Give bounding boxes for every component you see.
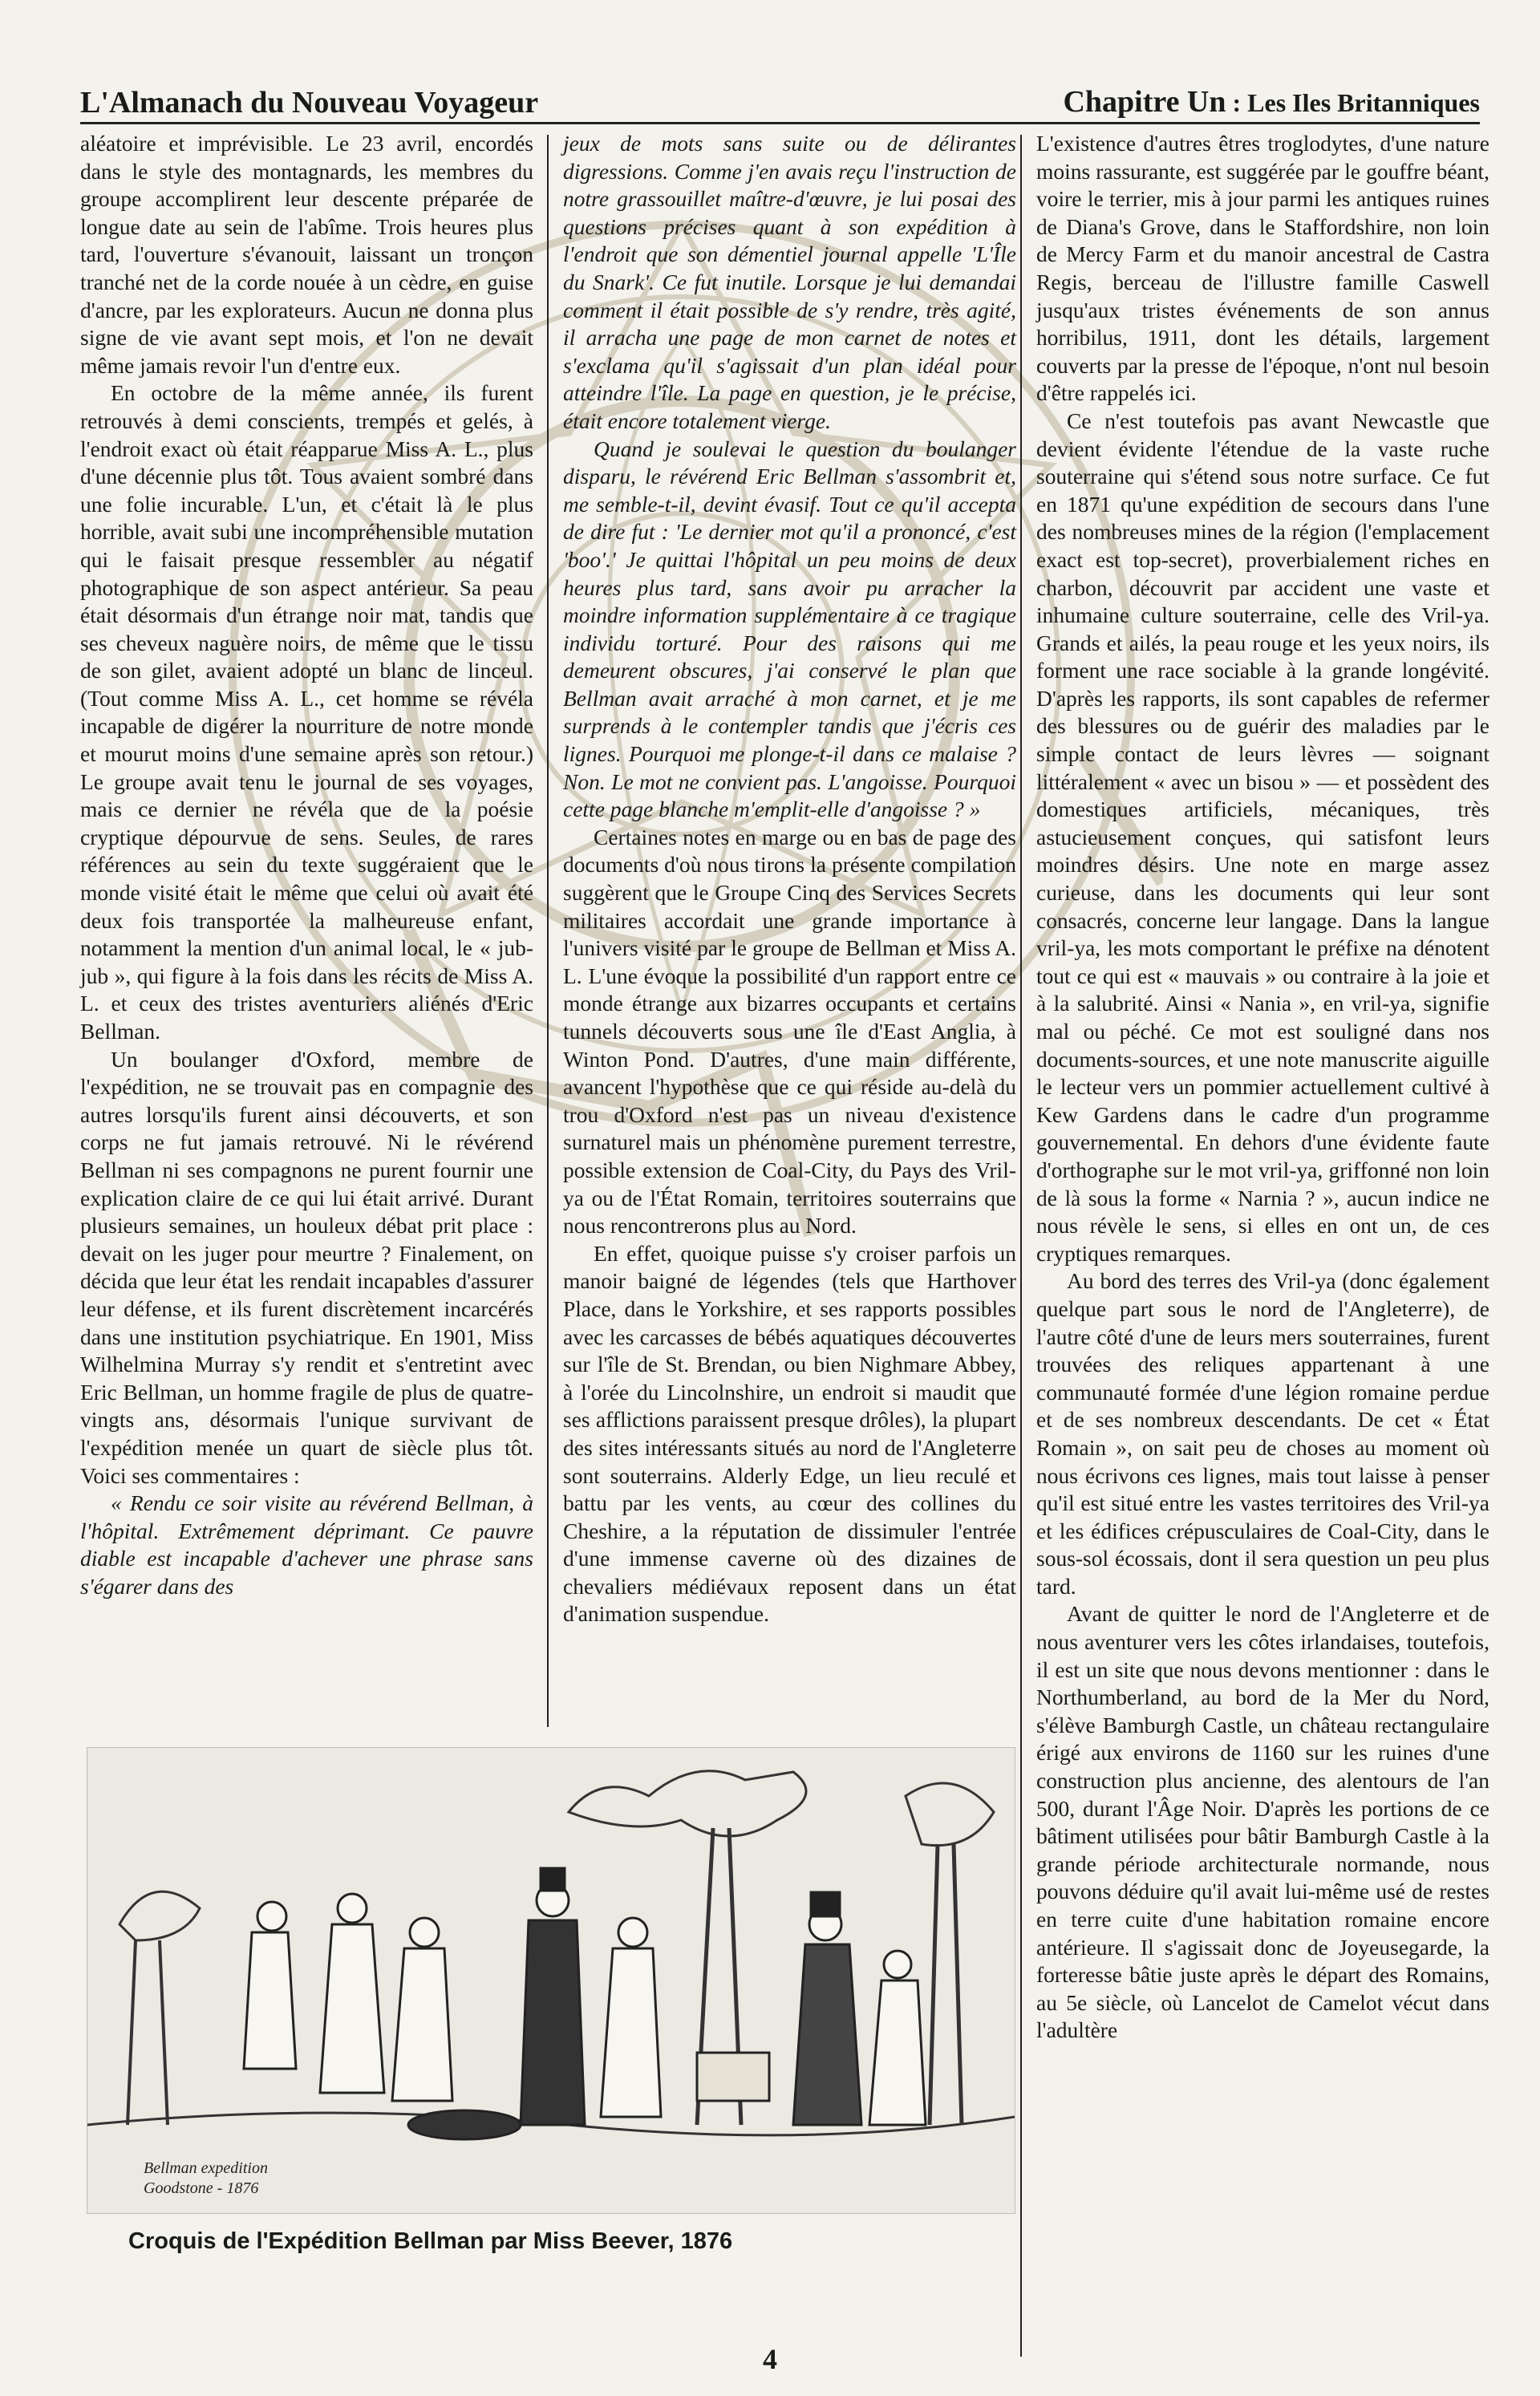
paragraph: Au bord des terres des Vril-ya (donc également quelque part sous le nord de l'Angleterre), de l'autre côté d'une de leurs mers souterraines, furent trouvées des reliques appartenant à une communauté formée d'une légion romaine perdue et de ses nombreux descendants. De cet « État Romain », on sait peu de choses au moment où nous écrivons ces lignes, mais tout laisse à penser qu'il est situé entre les vastes territoires des Vril-ya et les édifices crépusculaires de Coal-City, dans le sous-sol écossais, dont il sera question un peu plus tard. bbox=[1036, 1268, 1489, 1599]
book-title: L'Almanach du Nouveau Voyageur bbox=[80, 86, 539, 120]
paragraph-quote: jeux de mots sans suite ou de délirantes digressions. Comme j'en avais reçu l'instruction de notre grassouillet maître-d'œuvre, je lui posai des questions précises quant à son expédition à l'endroit que son démentiel journal appelle 'L'Île du Snark'. Ce fut inutile. Lorsque je lui demandai comment il était possible de s'y rendre, très agité, il arracha une page de mon carnet de notes et s'exclama qu'il s'agissait d'un plan idéal pour atteindre l'île. La page en question, je le précise, était encore totalement vierge. bbox=[563, 131, 1016, 433]
paragraph: Ce n'est toutefois pas avant Newcastle que devient évidente l'étendue de la vaste ruche souterraine qui s'étend sous notre surface. Ce fut en 1871 qu'une expédition de secours dans l'une des nombreuses mines de la région (l'emplacement exact est top-secret), proverbialement riches en charbon, découvrit par accident une vaste et inhumaine culture souterraine, celle des Vril-ya. Grands et ailés, la peau rouge et les yeux noirs, ils forment une race sociable à la grande longévité. D'après les rapports, ils sont capables de refermer des blessures ou de guérir des maladies par le simple contact de leurs lèvres — soignant littéralement « avec un bisou » — et possèdent des domestiques artificiels, mécaniques, très astucieusement conçues, qui satisfont leurs moindres désirs. Une note en marge assez curieuse, dans les documents qui leur sont consacrés, concerne leur langage. Dans la langue vril-ya, les mots comportant le préfixe na dénotent tout ce qui est « mauvais » ou contraire à la joie et à la salubrité. Ainsi « Nania », en vril-ya, signifie mal ou péché. Ce mot est souligné dans nos documents-sources, et une note manuscrite aiguille le lecteur vers un pommier actuellement cultivé à Kew Gardens dans le cadre d'un programme gouvernemental. En dehors d'une évidente faute d'orthographe sur le mot vril-ya, griffonné non loin de là sous la forme « Narnia ? », aucun indice ne nous révèle le sens, si elles en ont un, de ces cryptiques remarques. bbox=[1036, 407, 1489, 1266]
paragraph: Avant de quitter le nord de l'Angleterre et de nous aventurer vers les côtes irlandaises, toutefois, il est un site que nous devons mentionner : dans le Northumberland, au bord de la Mer du Nord, s'élève Bamburgh Castle, un château rectangulaire érigé aux environs de 1160 sur les ruines d'une construction plus ancienne, des alentours de l'an 500, durant l'Âge Noir. D'après les portions de ce bâtiment utilisées pour bâtir Bamburgh Castle à la grande période architecturale normande, nous pouvons déduire qu'il avait lui-même usé de restes en terre cuite d'une habitation romaine encore antérieure. Il s'agissait donc de Joyeusegarde, la forteresse bâtie juste après le départ des Romains, au 5e siècle, où Lancelot de Camelot vécut dans l'adultère bbox=[1036, 1601, 1489, 2043]
figure-caption: Croquis de l'Expédition Bellman par Miss Beever, 1876 bbox=[128, 2228, 733, 2254]
sketch-signature: Bellman expedition bbox=[144, 2159, 268, 2177]
chapter-heading bbox=[1063, 83, 1480, 122]
sketch-signature-date: Goodstone - 1876 bbox=[144, 2179, 259, 2197]
chapter-subtitle: Les Iles Britanniques bbox=[1247, 88, 1480, 117]
text-column-2 bbox=[563, 130, 1016, 1722]
chapter-separator: : bbox=[1226, 88, 1248, 117]
text-column-3 bbox=[1036, 130, 1489, 2360]
expedition-sketch bbox=[87, 1747, 1015, 2214]
column-divider bbox=[1020, 135, 1022, 2357]
paragraph: Un boulanger d'Oxford, membre de l'expédition, ne se trouvait pas en compagnie des autres lorsqu'ils furent ainsi découverts, et son corps ne fut jamais retrouvé. Ni le révérend Bellman ni ses compagnons ne purent fournir une explication claire de ce qui lui était arrivé. Durant plusieurs semaines, un houleux débat prit place : devait on les juger pour meurtre ? Finalement, on décida que leur état les rendait incapables d'assurer leur défense, et ils furent discrètement incarcérés dans une institution psychiatrique. En 1901, Miss Wilhelmina Murray s'y rendit et s'entretint avec Eric Bellman, un homme fragile de plus de quatre-vingts ans, désormais l'unique survivant de l'expédition menée un quart de siècle plus tôt. Voici ses commentaires : bbox=[80, 1046, 533, 1488]
paragraph-quote: Quand je soulevai le question du boulanger disparu, le révérend Eric Bellman s'assombrit et, me semble-t-il, devint évasif. Tout ce qu'il accepta de dire fut : 'Le dernier mot qu'il a prononcé, c'est 'boo'.' Je quittai l'hôpital un peu moins de deux heures plus tard, sans avoir pu arracher la moindre information supplémentaire à ce tragique individu torturé. Pour des raisons qui me demeurent obscures, j'ai conservé le plan que Bellman avait arraché à mon carnet, et je me surprends à le contempler tandis que j'écris ces lignes. Pourquoi me plonge-t-il dans ce malaise ? Non. Le mot ne convient pas. L'angoisse. Pourquoi cette page blanche m'emplit-elle d'angoisse ? » bbox=[563, 436, 1016, 822]
sketch-drawing bbox=[87, 1748, 1015, 2213]
paragraph: L'existence d'autres êtres troglodytes, d'une nature moins rassurante, est suggérée par le gouffre béant, voire le terrier, mis à jour parmi les antiques ruines de Diana's Grove, dans le Staffordshire, non loin de Mercy Farm et du manoir ancestral de Castra Regis, berceau de l'illustre famille Caswell jusqu'aux tristes événements de son annus horribilus, 1911, dont les détails, largement couverts par la presse de l'époque, n'ont nul besoin d'être rappelés ici. bbox=[1036, 131, 1489, 406]
page-number: 4 bbox=[763, 2343, 777, 2375]
text-column-1 bbox=[80, 130, 533, 1722]
column-divider bbox=[547, 135, 549, 1727]
paragraph: Certaines notes en marge ou en bas de page des documents d'où nous tirons la présente compilation suggèrent que le Groupe Cinq des Services Secrets militaires accordait une grande importance à l'univers visité par le groupe de Bellman et Miss A. L. L'une évoque la possibilité d'un rapport entre ce monde étrange aux bizarres occupants et certains tunnels découverts sous une île d'East Anglia, à Winton Pond. D'autres, d'une main différente, avancent l'hypothèse que ce qui réside au-delà du trou d'Oxford n'est pas un niveau d'existence surnaturel mais un phénomène purement terrestre, possible extension de Coal-City, du Pays des Vril-ya ou de l'État Romain, territoires souterrains que nous rencontrerons plus au Nord. bbox=[563, 824, 1016, 1239]
running-header bbox=[80, 77, 1480, 124]
paragraph: En effet, quoique puisse s'y croiser parfois un manoir baigné de légendes (tels que Harthover Place, dans le Yorkshire, et ses rapports possibles avec les carcasses de bébés aquatiques découvertes sur l'île de St. Brendan, ou bien Nighmare Abbey, à l'orée du Lincolnshire, un endroit si maudit que ses afflictions paraissent presque drôles), la plupart des sites intéressants situés au nord de l'Angleterre sont souterrains. Alderly Edge, un lieu reculé et battu par les vents, au cœur des collines du Cheshire, a la réputation de dissimuler l'entrée d'une immense caverne où des dizaines de chevaliers médiévaux reposent dans un état d'animation suspendue. bbox=[563, 1240, 1016, 1627]
chapter-label: Chapitre Un bbox=[1063, 85, 1226, 119]
paragraph: aléatoire et imprévisible. Le 23 avril, encordés dans le style des montagnards, les membres du groupe accomplirent leur descente préparée de longue date au sein de l'abîme. Trois heures plus tard, l'ouverture s'évanouit, laissant un tronçon tranché net de la corde nouée à un cèdre, en guise d'ancre, par les explorateurs. Aucun ne donna plus signe de vie avant sept mois, et l'on ne devait même jamais revoir l'un d'entre eux. bbox=[80, 131, 533, 378]
paragraph-quote: « Rendu ce soir visite au révérend Bellman, à l'hôpital. Extrêmement déprimant. Ce pauvre diable est incapable d'achever une phrase sans s'égarer dans des bbox=[80, 1490, 533, 1599]
paragraph: En octobre de la même année, ils furent retrouvés à demi conscients, trempés et gelés, à l'endroit exact où était réapparue Miss A. L., plus d'une décennie plus tôt. Tous avaient sombré dans une folie incurable. L'un, et c'était là le plus horrible, avait subi une incompréhensible mutation qui le faisait presque ressembler au négatif photographique de son aspect antérieur. Sa peau était désormais d'un étrange noir mat, tandis que ses cheveux naguère noirs, de même que le tissu de son gilet, avaient adopté un blanc de linceul. (Tout comme Miss A. L., cet homme se révéla incapable de digérer la nourriture de notre monde et mourut moins d'une semaine après son retour.) Le groupe avait tenu le journal de ses voyages, mais ce dernier ne révéla que de la poésie cryptique dépourvue de sens. Seules, de rares références au sein du texte suggéraient que le monde visité était le même que celui où avait été deux fois transportée la malheureuse enfant, notamment la mention d'un animal local, le « jub-jub », qui figure à la fois dans les récits de Miss A. L. et ceux des tristes aventuriers aliénés d'Eric Bellman. bbox=[80, 380, 533, 1044]
